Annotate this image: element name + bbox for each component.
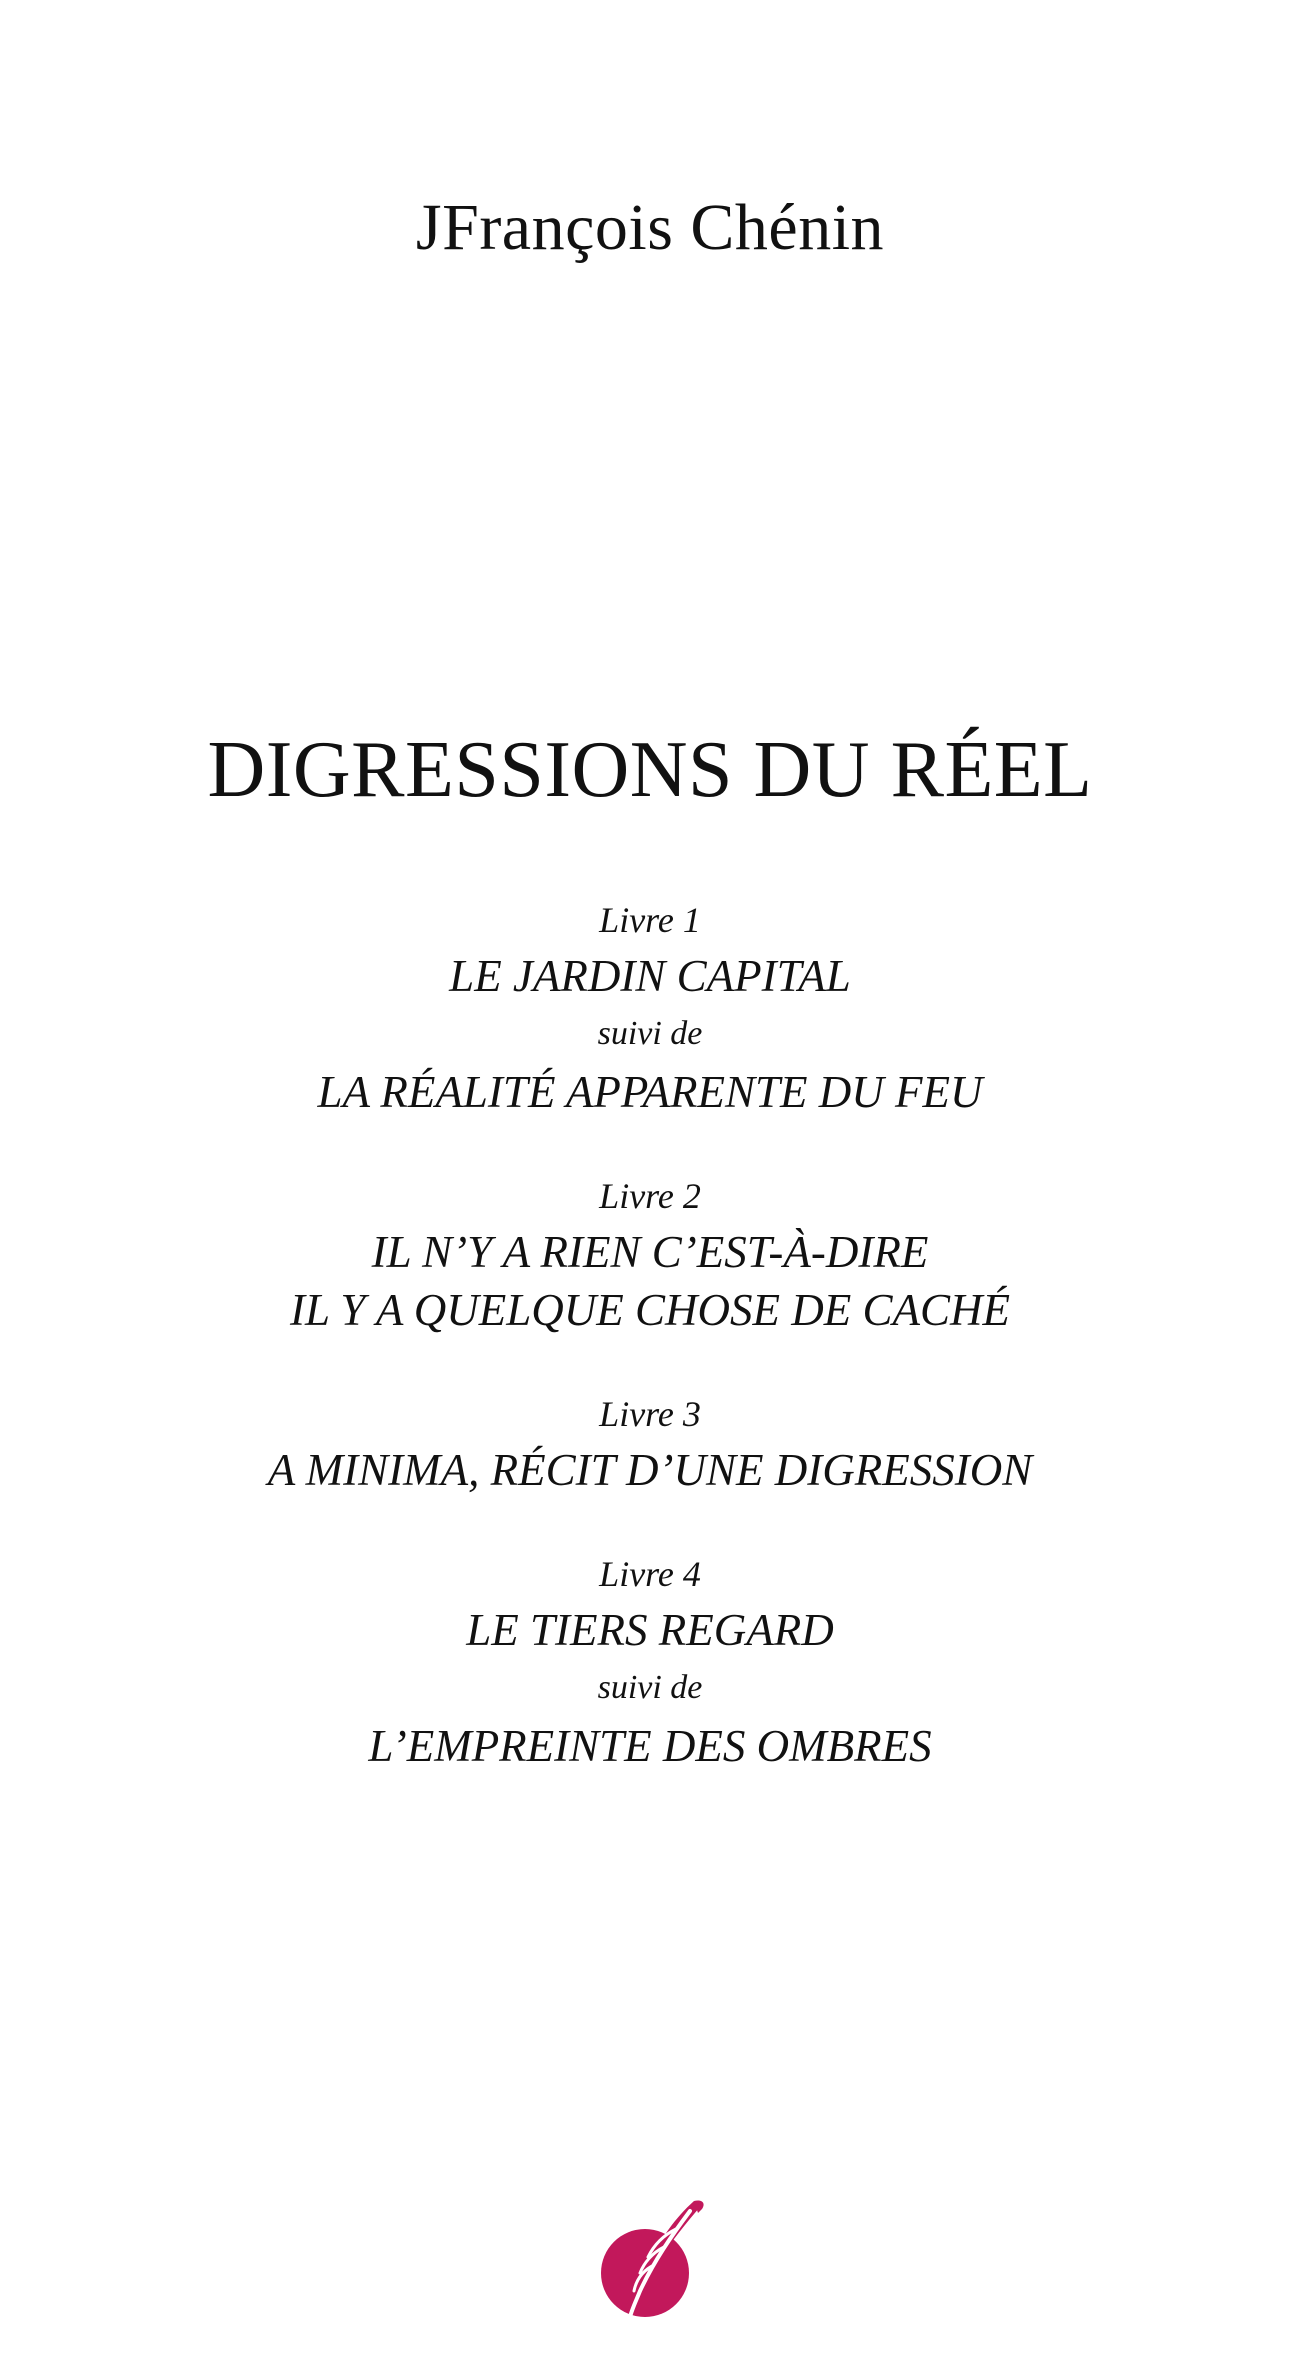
- book-label: Livre 3: [599, 1394, 701, 1434]
- book-label: Livre 1: [599, 900, 701, 940]
- book-connector: suivi de: [597, 1669, 703, 1706]
- book-entry-title: A MINIMA, RÉCIT D’UNE DIGRESSION: [267, 1445, 1033, 1495]
- book-entry-title: LE JARDIN CAPITAL: [449, 951, 851, 1001]
- book-entry: [0, 1169, 1300, 1339]
- book-entry-title: L’EMPREINTE DES OMBRES: [368, 1721, 932, 1771]
- book-entry-title: IL Y A QUELQUE CHOSE DE CACHÉ: [289, 1285, 1011, 1335]
- book-entry: [0, 893, 1300, 1121]
- quill-feather-icon: [590, 2195, 710, 2325]
- book-list: [0, 893, 1300, 1823]
- book-label: Livre 2: [599, 1176, 701, 1216]
- book-title: DIGRESSIONS DU RÉEL: [207, 726, 1093, 814]
- book-entry-title: LA RÉALITÉ APPARENTE DU FEU: [317, 1067, 983, 1117]
- book-entry: [0, 1387, 1300, 1499]
- book-connector: suivi de: [597, 1015, 703, 1052]
- book-label: Livre 4: [599, 1554, 701, 1594]
- book-entry: [0, 1547, 1300, 1775]
- book-entry-title: LE TIERS REGARD: [466, 1605, 834, 1655]
- author-name: JFrançois Chénin: [415, 191, 885, 264]
- book-entry-title: IL N’Y A RIEN C’EST-À-DIRE: [371, 1227, 929, 1277]
